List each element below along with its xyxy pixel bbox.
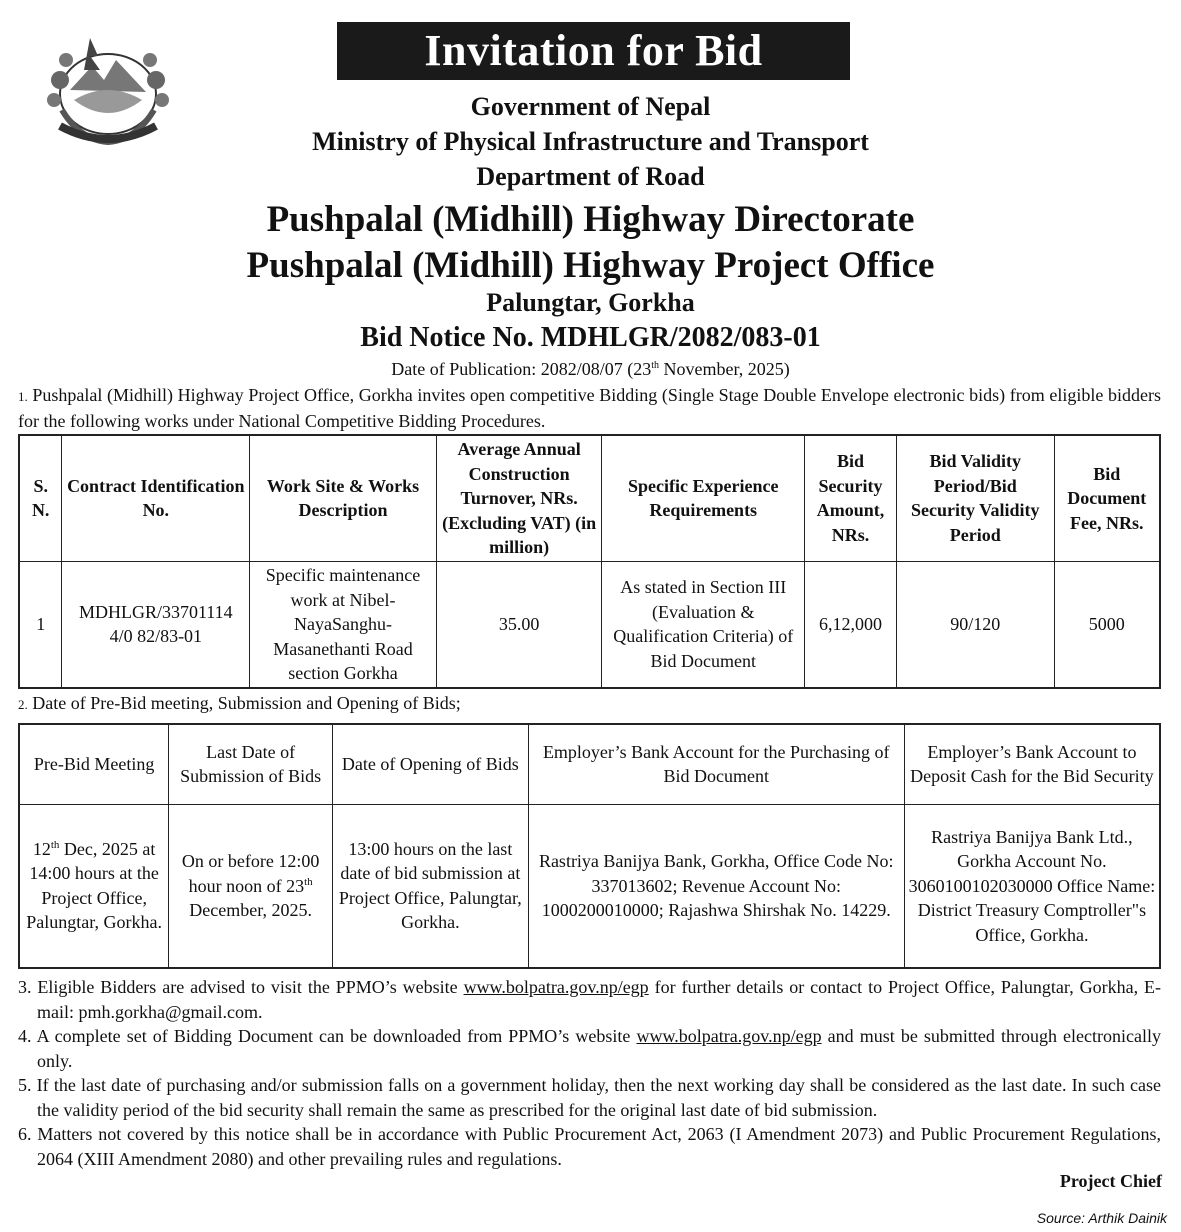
table-row <box>19 561 1160 688</box>
directorate-name: Pushpalal (Midhill) Highway Directorate <box>266 199 915 240</box>
purchase-account-cell: Rastriya Banijya Bank, Gorkha, Office Code No: 337013602; Revenue Account No: 1000200010000; Rajashwa Shirshak No. 14229. <box>528 804 904 968</box>
submission-text: On or before 12:00 hour noon of 23 <box>181 851 320 896</box>
submission-detail: December, 2025. <box>189 900 312 920</box>
prebid-day: 12 <box>32 838 51 859</box>
column-header: Bid Document Fee, NRs. <box>1054 435 1160 561</box>
note-text: and must be submitted through electronically only. <box>37 1026 1161 1071</box>
paragraph-number: 1. <box>18 389 28 404</box>
table-cell: MDHLGR/33701114 4/0 82/83-01 <box>62 561 250 688</box>
prebid-sup: th <box>50 838 60 851</box>
column-header: Bid Security Amount, NRs. <box>805 435 897 561</box>
note-text: for further details or contact to Project Office, Palungtar, Gorkha, E-mail: pmh.gorkha@gmail.com. <box>37 977 1161 1022</box>
opening-date-cell: 13:00 hours on the last date of bid submission at Project Office, Palungtar, Gorkha. <box>333 804 529 968</box>
publication-date <box>0 359 1181 380</box>
column-header: Bid Validity Period/Bid Security Validity Period <box>896 435 1054 561</box>
table-header-row <box>19 724 1160 804</box>
note-text: 3. Eligible Bidders are advised to visit the PPMO’s website <box>18 977 464 997</box>
intro-paragraph <box>18 383 1161 433</box>
column-header: Contract Identification No. <box>62 435 250 561</box>
table-cell: 1 <box>19 561 62 688</box>
column-header: Employer’s Bank Account to Deposit Cash for the Bid Security <box>904 724 1160 804</box>
column-header: Average Annual Construction Turnover, NRs. (Excluding VAT) (in million) <box>436 435 602 561</box>
office-location: Palungtar, Gorkha <box>486 288 695 317</box>
note-text: 4. A complete set of Bidding Document can be downloaded from PPMO’s website <box>18 1026 637 1046</box>
list-item: 6. Matters not covered by this notice shall be in accordance with Public Procurement Act, 2063 (I Amendment 2073) and Public Procurement Regulations, 2064 (XIII Amendment 2080) and other prevailing rules and regulations. <box>18 1124 1161 1169</box>
ppmo-website-link[interactable]: www.bolpatra.gov.np/egp <box>463 977 649 997</box>
submission-sup: th <box>304 875 313 888</box>
publication-date-text: Date of Publication: 2082/08/07 (23 <box>391 359 652 379</box>
column-header: Date of Opening of Bids <box>333 724 529 804</box>
table-cell: 90/120 <box>896 561 1054 688</box>
column-header: Work Site & Works Description <box>250 435 437 561</box>
project-office-name: Pushpalal (Midhill) Highway Project Office <box>246 245 935 286</box>
bid-notice-number: Bid Notice No. MDHLGR/2082/083-01 <box>360 322 821 353</box>
schedule-text: Date of Pre-Bid meeting, Submission and Opening of Bids; <box>27 693 461 713</box>
ppmo-website-link[interactable]: www.bolpatra.gov.np/egp <box>636 1026 822 1046</box>
page-title: Invitation for Bid <box>337 22 850 80</box>
list-item <box>18 1024 1161 1073</box>
column-header: Pre-Bid Meeting <box>19 724 169 804</box>
schedule-table <box>18 723 1161 969</box>
prebid-detail: Dec, 2025 at 14:00 hours at the Project Office, Palungtar, Gorkha. <box>26 838 162 933</box>
table-cell: Specific maintenance work at Nibel-NayaSanghu-Masanethanti Road section Gorkha <box>250 561 437 688</box>
notes-list <box>18 975 1161 1171</box>
table-row <box>19 804 1160 968</box>
list-item <box>18 975 1161 1024</box>
prebid-meeting-cell <box>19 804 169 968</box>
table-cell: 35.00 <box>436 561 602 688</box>
submission-date-cell <box>169 804 333 968</box>
paragraph-number: 2. <box>18 697 28 712</box>
table-cell: As stated in Section III (Evaluation & Qualification Criteria) of Bid Document <box>602 561 805 688</box>
deposit-account-cell: Rastriya Banijya Bank Ltd., Gorkha Account No. 3060100102030000 Office Name: District Treasury Comptroller"s Office, Gorkha. <box>904 804 1160 968</box>
ministry-name: Ministry of Physical Infrastructure and Transport <box>312 127 869 156</box>
publication-date-sup: th <box>651 360 659 371</box>
table-cell: 5000 <box>1054 561 1160 688</box>
table-header-row <box>19 435 1160 561</box>
contract-table <box>18 434 1161 689</box>
table-cell: 6,12,000 <box>805 561 897 688</box>
intro-text: Pushpalal (Midhill) Highway Project Office, Gorkha invites open competitive Bidding (Single Stage Double Envelope electronic bids) from eligible bidders for the following works under National Competitive Bidding Procedures. <box>18 385 1161 431</box>
signature: Project Chief <box>1059 1171 1162 1191</box>
department-name: Department of Road <box>476 162 705 191</box>
schedule-paragraph <box>18 691 1161 717</box>
source-credit: Source: Arthik Dainik <box>1036 1210 1167 1226</box>
list-item: 5. If the last date of purchasing and/or submission falls on a government holiday, then the next working day shall be considered as the last date. In such case the validity period of the bid security shall remain the same as prescribed for the original last date of bid submission. <box>18 1075 1161 1120</box>
publication-date-suffix: November, 2025) <box>659 359 790 379</box>
column-header: Last Date of Submission of Bids <box>169 724 333 804</box>
column-header: Employer’s Bank Account for the Purchasing of Bid Document <box>528 724 904 804</box>
column-header: S. N. <box>19 435 62 561</box>
column-header: Specific Experience Requirements <box>602 435 805 561</box>
government-name: Government of Nepal <box>470 92 711 121</box>
